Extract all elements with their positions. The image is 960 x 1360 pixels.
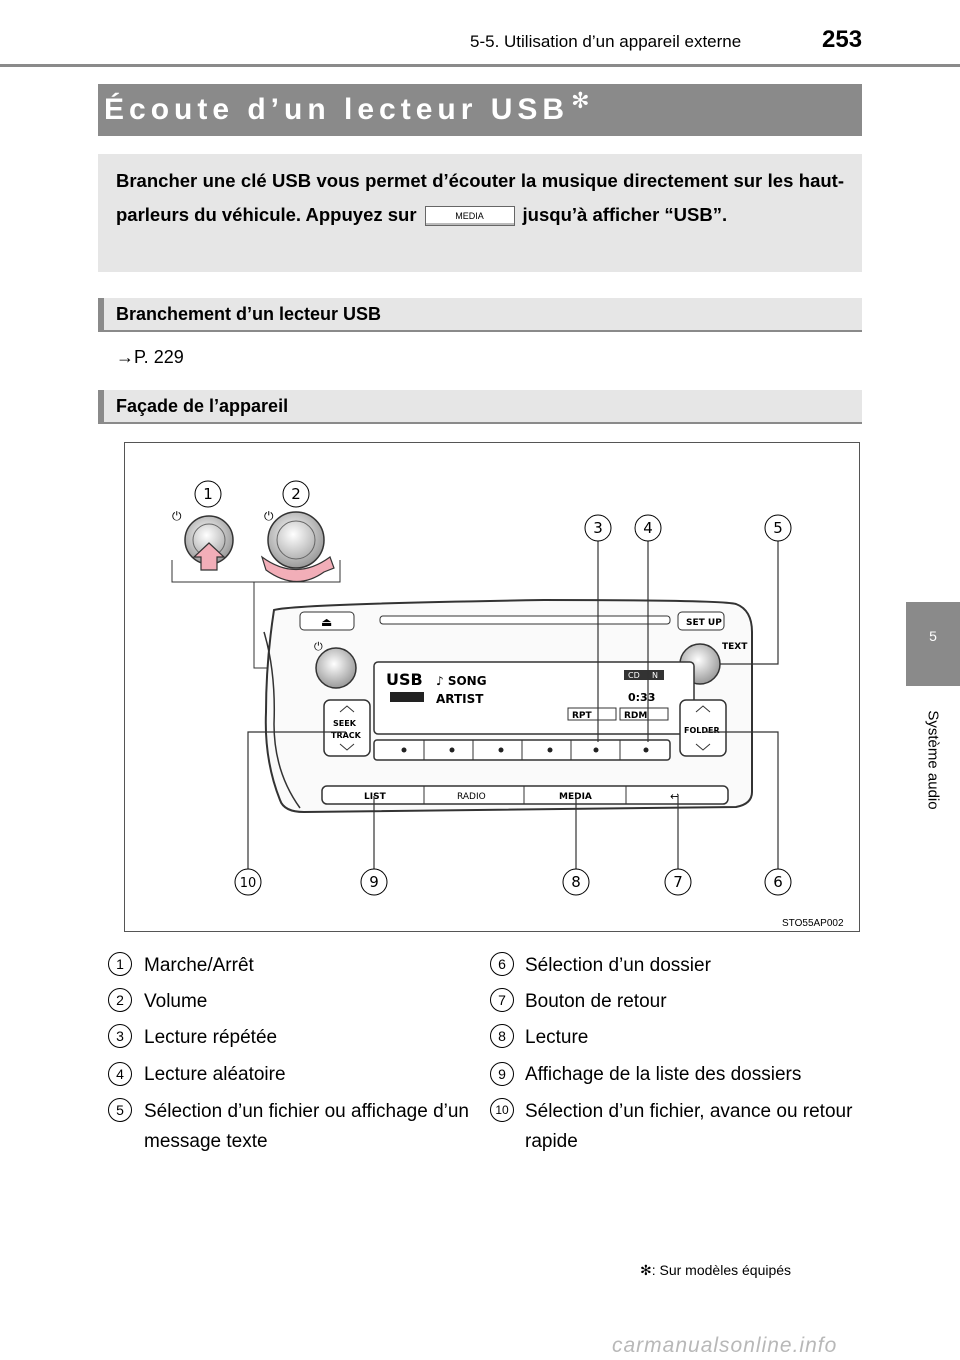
legend-num-3: 3 (108, 1024, 132, 1048)
chapter-tab (906, 602, 960, 686)
intro-text-before: Brancher une clé USB vous permet d’écouter la musique directement sur les haut-parleurs du véhicule. Appuyez sur (116, 170, 844, 225)
header-rule (0, 64, 960, 67)
subhead-front (98, 390, 862, 424)
track-label: TRACK (331, 731, 361, 740)
callout-8-label: 8 (571, 873, 581, 891)
watermark: carmanualsonline.info (612, 1334, 838, 1357)
legend-text-5: Sélection d’un fichier ou affichage d’un message texte (144, 1101, 469, 1152)
display-n: N (652, 671, 658, 680)
legend-text-6: Sélection d’un dossier (525, 955, 711, 976)
legend-num-10: 10 (490, 1098, 514, 1122)
seek-label: SEEK (333, 719, 356, 728)
back-button-icon: ↩ (670, 790, 680, 803)
figure-code: STO55AP002 (782, 918, 844, 929)
radio-button-label: RADIO (457, 792, 486, 802)
media-button-label: MEDIA (559, 792, 592, 802)
section-title: 5-5. Utilisation d’un appareil externe (470, 32, 742, 51)
legend-num-2: 2 (108, 988, 132, 1012)
legend-text-8: Lecture (525, 1027, 589, 1048)
display-cd: CD (628, 671, 640, 680)
legend-num-8: 8 (490, 1024, 514, 1048)
legend-text-3: Lecture répétée (144, 1027, 278, 1048)
callout-4-label: 4 (643, 519, 653, 537)
legend-num-7: 7 (490, 988, 514, 1012)
legend-text-4: Lecture aléatoire (144, 1064, 286, 1085)
power-icon-unit: ⏻ (314, 640, 323, 653)
power-icon: ⏻ (172, 509, 182, 523)
audio-unit-illustration (124, 442, 860, 932)
usb-stick-icon (390, 692, 424, 702)
list-button-label: LIST (364, 792, 386, 802)
intro-text-after: jusqu’à afficher “USB”. (522, 204, 728, 225)
preset-buttons (374, 740, 670, 760)
callout-10-label: 10 (239, 876, 257, 891)
power-icon-2: ⏻ (264, 509, 274, 523)
intro-text (116, 164, 844, 232)
legend-num-5: 5 (108, 1098, 132, 1122)
callout-7-label: 7 (673, 873, 683, 891)
display-rdm: RDM (624, 711, 648, 721)
page-title-text: Écoute d’un lecteur USB (104, 93, 570, 126)
subhead-connect (98, 298, 862, 332)
display-source: USB (386, 670, 423, 689)
callout-5-label: 5 (773, 519, 783, 537)
folder-label: FOLDER (684, 726, 720, 735)
page-reference-link[interactable]: →P. 229 (116, 347, 184, 367)
callout-2-label: 2 (291, 485, 301, 503)
eject-icon: ⏏ (321, 615, 333, 629)
subhead-front-label: Façade de l’appareil (116, 396, 289, 416)
legend-text-9: Affichage de la liste des dossiers (525, 1064, 802, 1085)
display-song: ♪ SONG (436, 674, 487, 688)
power-volume-knob (316, 648, 356, 688)
legend-text-1: Marche/Arrêt (144, 955, 254, 976)
title-asterisk: ✻ (571, 88, 590, 113)
callout-9-label: 9 (369, 873, 379, 891)
legend-text-2: Volume (144, 991, 208, 1012)
seek-track-button (324, 700, 370, 756)
subhead-connect-label: Branchement d’un lecteur USB (116, 304, 382, 324)
footnote: ✻: Sur modèles équipés (640, 1262, 792, 1278)
display-time: 0:33 (628, 691, 656, 704)
legend-text-10: Sélection d’un fichier, avance ou retour rapide (525, 1101, 853, 1152)
legend-text-7: Bouton de retour (525, 991, 667, 1012)
chapter-tab-number: 5 (929, 628, 937, 644)
power-knob-inset (172, 509, 233, 570)
legend-num-1: 1 (108, 952, 132, 976)
callout-1-label: 1 (203, 485, 213, 503)
chapter-tab-label: Système audio (924, 710, 942, 810)
legend-num-6: 6 (490, 952, 514, 976)
setup-button-label: SET UP (686, 618, 722, 628)
page-number: 253 (822, 26, 863, 53)
volume-knob-inset (262, 509, 334, 582)
text-button-label: TEXT (722, 642, 748, 652)
callout-6-label: 6 (773, 873, 783, 891)
legend-num-9: 9 (490, 1062, 514, 1086)
page-title (104, 88, 590, 127)
callout-3-label: 3 (593, 519, 603, 537)
media-button-icon: MEDIA (425, 206, 515, 226)
display-rpt: RPT (572, 711, 592, 721)
display-artist: ARTIST (436, 692, 484, 706)
legend-num-4: 4 (108, 1062, 132, 1086)
